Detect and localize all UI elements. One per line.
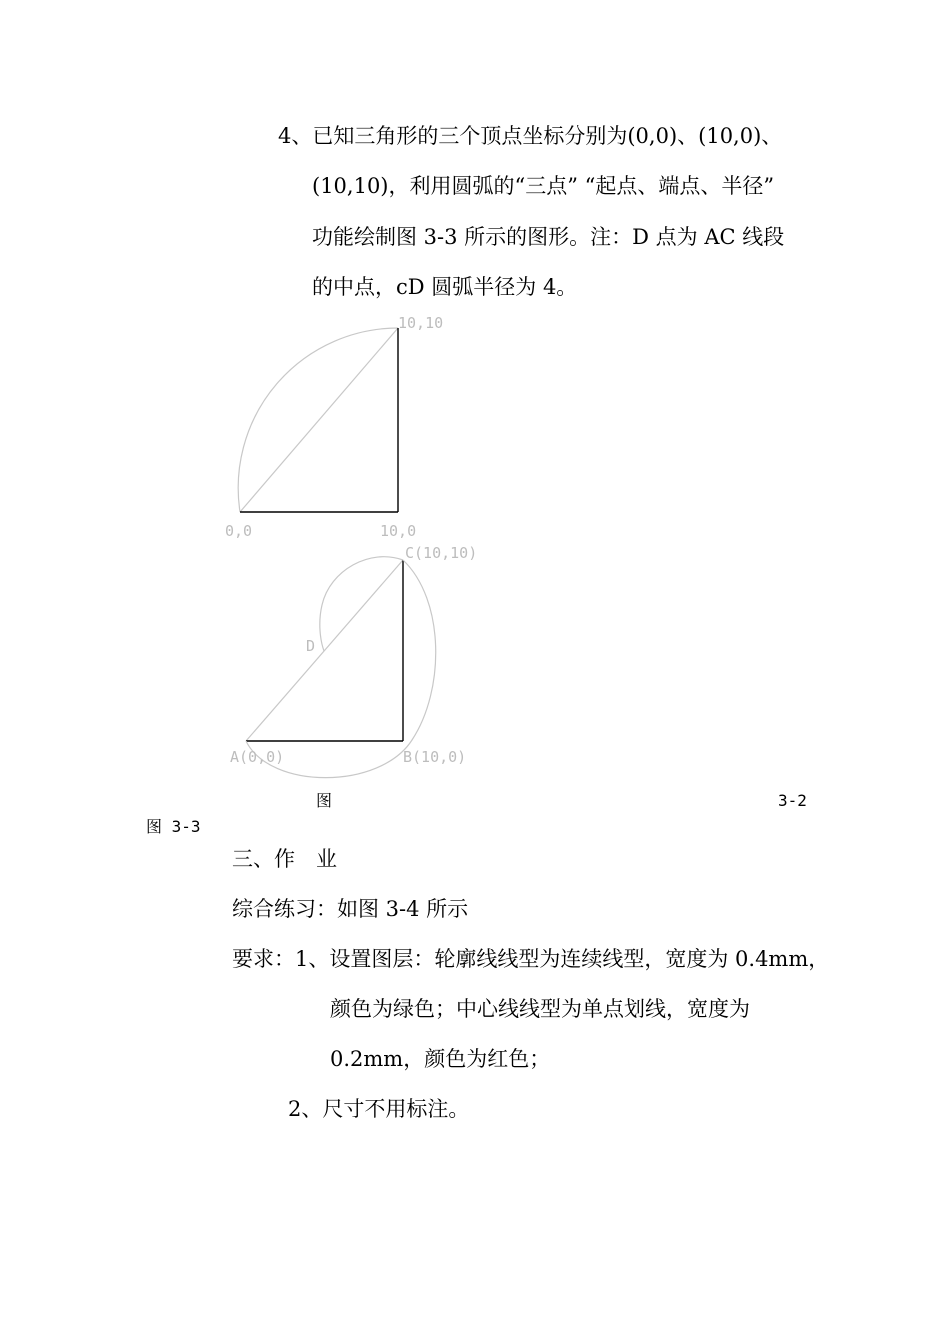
requirement-item2: 2、尺寸不用标注。: [288, 1097, 470, 1121]
top-hypotenuse: [240, 328, 398, 512]
caption-figure-3-3: 图 3-3: [146, 817, 201, 836]
caption-figure-number: 3-2: [778, 791, 807, 810]
exercise-line: 综合练习：如图 3-4 所示: [232, 897, 469, 921]
figure-bottom-drawing: [230, 544, 477, 778]
problem4-line1: 4、已知三角形的三个顶点坐标分别为(0,0)、(10,0)、: [278, 124, 783, 148]
label-10-10: 10,10: [398, 314, 444, 332]
requirement-line1: 要求：1、设置图层：轮廓线线型为连续线型，宽度为 0.4mm，: [232, 947, 830, 971]
label-c: C(10,10): [405, 544, 478, 562]
section-heading: 三、作 业: [232, 847, 337, 871]
caption-figure-mid: 图: [316, 791, 333, 810]
arc-c-d: [320, 557, 403, 651]
arc-a-b-c: [246, 560, 436, 778]
label-b: B(10,0): [403, 748, 467, 766]
label-d: D: [306, 637, 316, 655]
requirement-line2: 颜色为绿色；中心线线型为单点划线，宽度为: [330, 997, 750, 1021]
label-a: A(0,0): [230, 748, 285, 766]
problem4-line3: 功能绘制图 3-3 所示的图形。注：D 点为 AC 线段: [312, 225, 785, 249]
figure-top-drawing: [225, 314, 443, 540]
requirement-line3: 0.2mm，颜色为红色；: [330, 1047, 551, 1071]
problem4-line4: 的中点，cD 圆弧半径为 4。: [312, 275, 578, 299]
bottom-hypotenuse: [246, 560, 403, 741]
problem4-line2: (10,10)，利用圆弧的“三点” “起点、端点、半径”: [312, 174, 775, 198]
label-0-0: 0,0: [225, 522, 253, 540]
label-10-0: 10,0: [380, 522, 417, 540]
